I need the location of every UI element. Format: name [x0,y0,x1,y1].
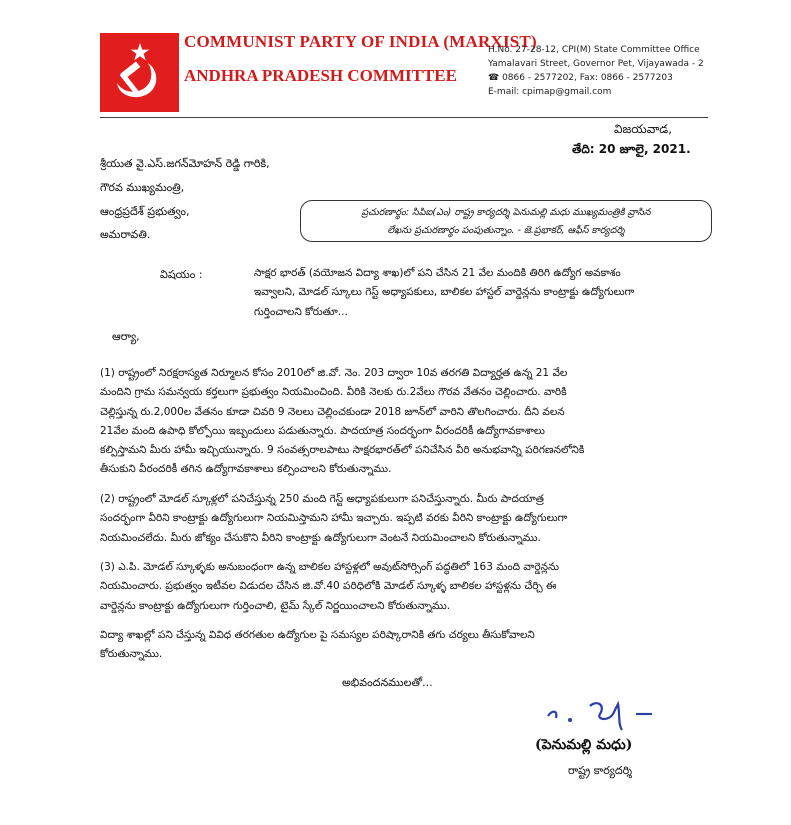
party-logo [100,33,179,112]
note-line: లేఖను ప్రచురణార్థం పంపుతున్నాం. - జె.ప్రభాకర్, ఆఫీస్ కార్యదర్శి [387,225,625,236]
paragraph-line: 21వేల మంది ఉపాధి కోల్పోయి ఇబ్బందులు పడుతున్నారు. పాదయాత్ర సందర్భంగా వీరందరికీ ఉద్యోగావకాశాలు [100,424,545,437]
paragraph-line: (1) రాష్ట్రంలో నిరక్షరాస్యత నిర్మూలన కోసం 2010లో జి.వో. నెం. 203 ద్వారా 10వ తరగతి విద్యార్హత ఉన్న 21 వేల [100,367,568,379]
signatory-title: రాష్ట్ర కార్యదర్శి [568,764,633,777]
paragraph-line: చెల్లిస్తున్న రు.2,000ల వేతనం కూడా చివరి 9 నెలలు చెల్లించకుండా 2018 జూన్‌లో వారిని తొలగించారు. దీని వలన [100,405,565,418]
subject-label: విషయం : [160,268,203,281]
letterhead-divider [100,117,708,118]
paragraph-2 [100,490,710,548]
paragraph-line: కల్పిస్తామని మీరు హామీ ఇచ్చియున్నారు. 9 సంవత్సరాలపాటు సాక్షరభారత్‌లో పనిచేసిన వీరి అనుభవాన్ని పరిగణనలోనికి [100,444,585,457]
address-line: Yamalavari Street, Governor Pet, Vijayawada - 2 [488,59,704,69]
org-name-line1: COMMUNIST PARTY OF INDIA (MARXIST) [184,32,537,51]
recipient-line: శ్రీయుత వై.ఎస్.జగన్‌మోహన్ రెడ్డి గారికి, [100,157,270,170]
closing: అభివందనములతో... [342,676,433,689]
subject-line: సాక్షర భారత్ (వయోజన విద్యా శాఖ)లో పని చేసిన 21 వేల మందికి తిరిగి ఉద్యోగ అవకాశం [254,267,621,279]
handwritten-signature [540,694,670,738]
signatory-name: (పెనుమల్లి మధు) [535,737,633,753]
email-line: E-mail: cpimap@gmail.com [488,87,612,97]
place: విజయవాడ, [614,122,673,136]
hammer-sickle-star-icon [100,33,179,112]
paragraph-line: నియమించలేదు. మీరు జోక్యం చేసుకొని వీరిని కాంట్రాక్టు ఉద్యోగులుగా వెంటనే నియమించాలని కోరుతున్నాము. [100,531,541,544]
paragraph-1 [100,364,710,480]
paragraph-line: సందర్భంగా వీరిని కాంట్రాక్టు ఉద్యోగులుగా నియమిస్తామని హామీ ఇచ్చారు. ఇప్పటి వరకు వీరిని కాంట్రాక్టు ఉద్యోగులుగా [100,512,568,525]
paragraph-line: (2) రాష్ట్రంలో మోడల్ స్కూళ్లలో పనిచేస్తున్న 250 మంది గెస్ట్ అధ్యాపకులుగా పనిచేస్తున్నారు. మీరు పాదయాత్ర [100,493,544,505]
paragraph-line: వార్డెన్లను కాంట్రాక్టు ఉద్యోగులుగా గుర్తించాలి, టైమ్ స్కేల్ నిర్ణయించాలని కోరుతున్నాము. [100,599,451,612]
date: తేది: 20 జూలై, 2021. [572,142,691,156]
address-line: H.No. 27-28-12, CPI(M) State Committee Office [488,45,700,55]
phone-fax-line: ☎ 0866 - 2577202, Fax: 0866 - 2577203 [488,73,673,83]
publication-note-box [300,200,712,242]
paragraph-line: తీసుకుని వీరందరికీ తగిన ఉద్యోగావకాశాలు కల్పించాలని కోరుతున్నాము. [100,463,392,476]
subject-line: గుర్తించాలని కోరుతూ... [254,305,348,318]
paragraph-line: (3) ఎ.పి. మోడల్ స్కూళ్ళకు అనుబంధంగా ఉన్న బాలికల హాస్టళ్లలో అవుట్‌సోర్సింగ్ పద్ధతిలో 163 మంది వార్డెన్లను [100,561,560,573]
subject-text [254,264,709,322]
recipient-line: గౌరవ ముఖ్యమంత్రి, [100,181,185,194]
paragraph-3 [100,558,710,616]
recipient-line: అమరావతి. [100,228,151,241]
paragraph-4 [100,626,710,665]
paragraph-line: నియమించారు. ప్రభుత్వం ఇటీవల విడుదల చేసిన జి.వో.40 పరిధిలోకి మోడల్ స్కూళ్ళ బాలికల హాస్టళ్లను చేర్చి ఈ [100,580,557,593]
org-name-line2: ANDHRA PRADESH COMMITTEE [184,66,457,85]
paragraph-line: కోరుతున్నాము. [100,648,163,661]
paragraph-line: విద్యా శాఖల్లో పని చేస్తున్న వివిధ తరగతుల ఉద్యోగుల పై సమస్యల పరిష్కారానికి తగు చర్యలు తీసుకోవాలని [100,629,535,641]
paragraph-line: మందిని గ్రామ సమన్వయ కర్తలుగా ప్రభుత్వం నియమించింది. వీరికి నెలకు రు.2వేలు గౌరవ వేతనం చెల్లించారు. వారికి [100,386,567,399]
recipient-line: ఆంధ్రప్రదేశ్ ప్రభుత్వం, [100,205,190,218]
salutation: ఆర్యా, [112,330,140,343]
subject-line: ఇవ్వాలని, మోడల్ స్కూలు గెస్ట్ అధ్యాపకులు, బాలికల హాస్టల్ వార్డెన్లను కాంట్రాక్టు ఉద్యోగులుగా [254,286,635,299]
note-line: ప్రచురణార్థం: సిపిఐ(ఎం) రాష్ట్ర కార్యదర్శి పెనుమల్లి మధు ముఖ్యమంత్రికి వ్రాసిన [361,207,651,218]
